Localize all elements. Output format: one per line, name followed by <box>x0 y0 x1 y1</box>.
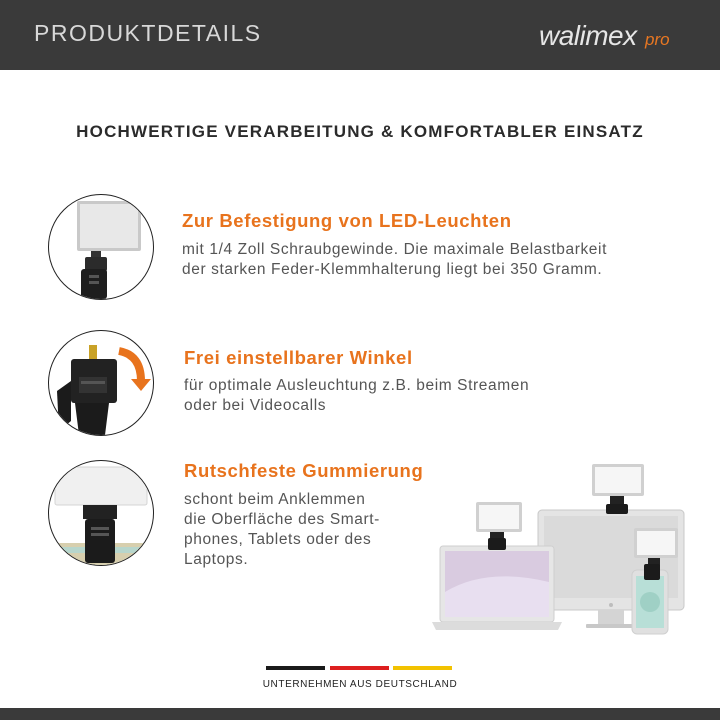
flag-stripe-gold <box>393 666 452 670</box>
footer-tagline: UNTERNEHMEN AUS DEUTSCHLAND <box>262 679 458 690</box>
feature-title: Rutschfeste Gummierung <box>184 460 424 481</box>
laptop-icon <box>432 546 562 630</box>
feature-text-line: der starken Feder-Klemmhalterung liegt bei 350 Gramm. <box>182 261 603 278</box>
flag-stripe-red <box>330 666 389 670</box>
led-light-icon <box>592 464 644 514</box>
feature-text-line: mit 1/4 Zoll Schraubgewinde. Die maximale Belastbarkeit <box>182 241 607 258</box>
feature-title: Zur Befestigung von LED-Leuchten <box>182 210 512 231</box>
led-light-icon <box>476 502 522 550</box>
flag-stripe-black <box>266 666 325 670</box>
feature-text-line: oder bei Videocalls <box>184 397 327 414</box>
feature-text-line: für optimale Ausleuchtung z.B. beim Streamen <box>184 377 530 394</box>
headline: HOCHWERTIGE VERARBEITUNG & KOMFORTABLER EINSATZ <box>76 122 644 141</box>
devices-illustration <box>426 462 688 640</box>
feature-text-line: Laptops. <box>184 551 249 568</box>
bottom-bar <box>0 708 720 720</box>
feature-image-led-mount <box>48 194 154 300</box>
feature-image-rubber <box>48 460 154 566</box>
brand-logo-main: walimex <box>539 20 637 51</box>
led-light-mount-icon <box>49 195 153 299</box>
adjustable-angle-icon <box>49 331 153 435</box>
rubber-grip-icon <box>49 461 153 565</box>
header-bar <box>0 0 720 70</box>
feature-title: Frei einstellbarer Winkel <box>184 347 413 368</box>
page-title: PRODUKTDETAILS <box>34 20 262 46</box>
feature-text-line: schont beim Anklemmen <box>184 491 366 508</box>
feature-text-line: die Oberfläche des Smart- <box>184 511 380 528</box>
feature-text-line: phones, Tablets oder des <box>184 531 372 548</box>
brand-logo-sub: pro <box>645 30 670 49</box>
feature-image-angle <box>48 330 154 436</box>
brand-logo <box>537 14 687 58</box>
